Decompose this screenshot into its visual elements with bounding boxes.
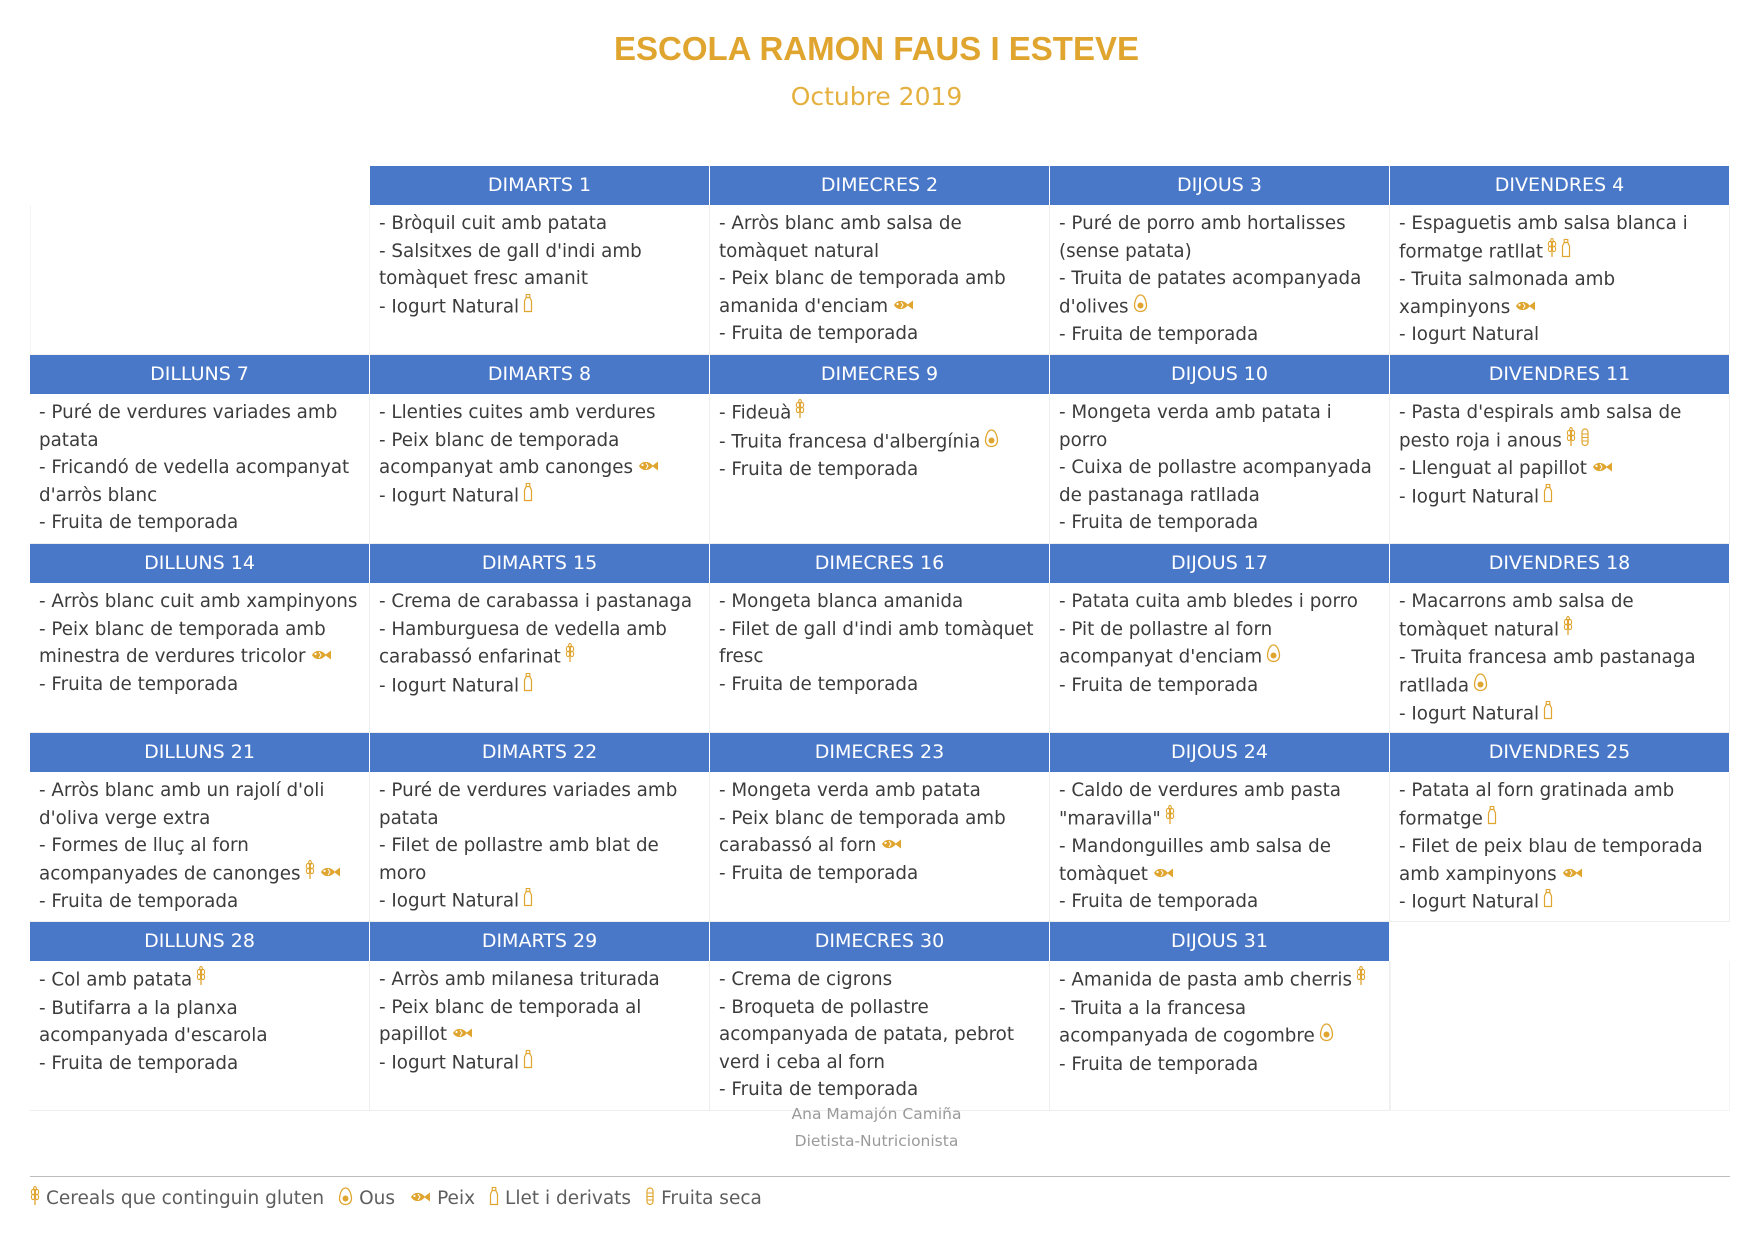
milk-icon	[489, 1186, 499, 1211]
legend-label: Ous	[359, 1188, 396, 1209]
menu-item	[379, 588, 701, 616]
menu-item-text: - Peix blanc de temporada amb amanida d'enciam	[719, 268, 1006, 317]
menu-item	[379, 994, 701, 1049]
day-menu	[1050, 772, 1390, 922]
menu-item	[39, 995, 361, 1050]
day-menu	[30, 583, 370, 733]
menu-item-text: - Peix blanc de temporada amb carabassó al forn	[719, 807, 1006, 856]
menu-item-text: - Caldo de verdures amb pasta "maravilla"	[1059, 780, 1341, 829]
menu-item-text: - Peix blanc de temporada acompanyat amb canonges	[379, 429, 634, 478]
menu-item	[379, 427, 701, 482]
menu-item	[1059, 672, 1381, 700]
egg-icon	[1266, 643, 1281, 672]
menu-item-text: - Crema de carabassa i pastanaga	[379, 591, 693, 612]
month-subtitle: Octubre 2019	[790, 82, 963, 111]
day-menu	[370, 394, 710, 544]
menu-item	[719, 399, 1041, 428]
menu-item-text: - Espaguetis amb salsa blanca i formatge ratllat	[1399, 213, 1688, 262]
menu-item	[379, 966, 701, 994]
day-header: DIMECRES 30	[710, 922, 1050, 961]
menu-item-text: - Fruita de temporada	[39, 891, 239, 912]
legend-divider	[30, 1176, 1730, 1177]
menu-item-text: - Iogurt Natural	[379, 674, 520, 696]
menu-item	[719, 994, 1041, 1077]
menu-item-text: - Peix blanc de temporada al papillot	[379, 996, 642, 1045]
menu-item-text: - Iogurt Natural	[379, 890, 520, 912]
wheat-icon	[1566, 427, 1576, 456]
day-header: DIVENDRES 18	[1390, 544, 1730, 583]
day-menu	[1050, 394, 1390, 544]
menu-item-text: - Fruita de temporada	[39, 512, 239, 533]
empty-header	[1390, 922, 1730, 961]
day-header: DIVENDRES 4	[1390, 166, 1730, 205]
day-header: DIMARTS 15	[370, 544, 710, 583]
menu-item	[1059, 321, 1381, 349]
menu-item-text: - Pasta d'espirals amb salsa de pesto roja i anous	[1399, 402, 1682, 451]
menu-item-text: - Puré de porro amb hortalisses (sense patata)	[1059, 213, 1346, 262]
menu-item-text: - Fruita de temporada	[1059, 891, 1259, 913]
menu-item	[39, 616, 361, 671]
menu-item-text: - Fruita de temporada	[1059, 512, 1259, 533]
wheat-icon	[30, 1186, 40, 1211]
menu-item-text: - Cuixa de pollastre acompanyada de pastanaga ratllada	[1059, 457, 1372, 506]
menu-item	[379, 210, 701, 238]
day-menu	[1390, 583, 1730, 733]
day-menu	[30, 961, 370, 1111]
menu-item-text: - Fruita de temporada	[39, 1052, 239, 1074]
menu-item	[1399, 210, 1721, 266]
menu-item	[1059, 966, 1381, 995]
fish-icon	[319, 860, 341, 888]
menu-item	[719, 320, 1041, 348]
menu-item	[1399, 777, 1721, 833]
menu-item-text: - Iogurt Natural	[379, 295, 520, 317]
menu-item	[1059, 454, 1381, 509]
menu-item-text: - Col amb patata	[39, 969, 193, 991]
menu-item	[1059, 888, 1381, 916]
menu-item	[379, 238, 701, 293]
legend-item	[489, 1186, 631, 1211]
menu-item	[39, 454, 361, 509]
menu-item-text: - Salsitxes de gall d'indi amb tomàquet fresc amanit	[379, 240, 642, 289]
menu-item	[719, 777, 1041, 805]
menu-item-text: - Fruita de temporada	[719, 1079, 919, 1100]
menu-item	[39, 888, 361, 916]
milk-icon	[523, 887, 533, 916]
menu-item	[1399, 833, 1721, 888]
menu-item	[1399, 700, 1721, 729]
menu-item-text: - Formes de lluç al forn acompanyades de canonges	[39, 835, 301, 884]
menu-item-text: - Fruita de temporada	[39, 673, 239, 695]
menu-item-text: - Iogurt Natural	[379, 485, 520, 506]
fish-icon	[409, 1188, 431, 1209]
menu-item	[379, 672, 701, 701]
menu-item-text: - Llenties cuites amb verdures	[379, 402, 656, 423]
menu-item	[379, 482, 701, 511]
wheat-icon	[795, 399, 805, 428]
menu-item-text: - Macarrons amb salsa de tomàquet natural	[1399, 591, 1634, 640]
menu-item	[719, 616, 1041, 671]
menu-item-text: - Truita francesa amb pastanaga ratllada	[1399, 647, 1696, 696]
day-header: DIMARTS 22	[370, 733, 710, 772]
menu-item	[379, 399, 701, 427]
menu-item	[379, 1049, 701, 1078]
egg-icon	[338, 1186, 353, 1211]
menu-calendar	[30, 166, 1730, 1111]
menu-item	[39, 832, 361, 888]
empty-menu	[1390, 961, 1730, 1111]
day-header: DILLUNS 14	[30, 544, 370, 583]
egg-icon	[1319, 1022, 1334, 1051]
day-header: DIVENDRES 25	[1390, 733, 1730, 772]
wheat-icon	[1165, 805, 1175, 834]
menu-item-text: - Fideuà	[719, 402, 792, 424]
menu-item	[719, 860, 1041, 888]
menu-item	[39, 671, 361, 699]
menu-item-text: - Fruita de temporada	[1059, 674, 1259, 696]
fish-icon	[892, 293, 914, 321]
menu-item-text: - Fruita de temporada	[1059, 1053, 1259, 1075]
milk-icon	[1543, 888, 1553, 917]
menu-item	[1059, 1051, 1381, 1079]
menu-item-text: - Arròs amb milanesa triturada	[379, 969, 660, 990]
menu-item-text: - Hamburguesa de vedella amb carabassó enfarinat	[379, 618, 667, 668]
menu-item	[39, 777, 361, 832]
menu-item	[39, 1050, 361, 1078]
day-menu	[370, 772, 710, 922]
fish-icon	[1591, 455, 1613, 483]
milk-icon	[523, 482, 533, 511]
legend-label: Peix	[437, 1188, 476, 1209]
day-menu	[710, 583, 1050, 733]
day-header: DIJOUS 10	[1050, 355, 1390, 394]
menu-item-text: - Patata cuita amb bledes i porro	[1059, 591, 1358, 612]
day-menu	[1390, 394, 1730, 544]
milk-icon	[523, 293, 533, 322]
menu-item	[719, 456, 1041, 484]
menu-item	[379, 887, 701, 916]
menu-item-text: - Truita salmonada amb xampinyons	[1399, 269, 1616, 318]
menu-item-text: - Iogurt Natural	[1399, 486, 1540, 507]
legend-item	[30, 1186, 324, 1211]
nut-icon	[645, 1186, 655, 1211]
menu-item	[379, 616, 701, 672]
day-menu	[1390, 772, 1730, 922]
menu-item	[1399, 644, 1721, 700]
menu-item	[1059, 588, 1381, 616]
dietitian-role: Dietista-Nutricionista	[794, 1132, 959, 1150]
menu-item	[39, 509, 361, 537]
day-header: DIMECRES 9	[710, 355, 1050, 394]
legend-label: Cereals que continguin gluten	[46, 1188, 325, 1209]
menu-item-text: - Fruita de temporada	[719, 323, 919, 345]
menu-item	[379, 832, 701, 887]
wheat-icon	[565, 643, 575, 672]
menu-item	[1399, 455, 1721, 483]
menu-item-text: - Puré de verdures variades amb patata	[39, 402, 338, 451]
menu-item-text: - Arròs blanc amb salsa de tomàquet natural	[719, 213, 962, 262]
wheat-icon	[1547, 238, 1557, 267]
day-header: DIMARTS 1	[370, 166, 710, 205]
fish-icon	[451, 1021, 473, 1049]
menu-item-text: - Iogurt Natural	[1399, 324, 1540, 346]
menu-item-text: - Iogurt Natural	[1399, 703, 1540, 725]
milk-icon	[523, 1049, 533, 1078]
menu-item-text: - Iogurt Natural	[379, 1052, 520, 1073]
menu-item-text: - Mongeta blanca amanida	[719, 591, 964, 612]
allergen-legend	[30, 1186, 776, 1211]
menu-item	[719, 1076, 1041, 1104]
day-header: DILLUNS 28	[30, 922, 370, 961]
menu-item-text: - Patata al forn gratinada amb formatge	[1399, 780, 1675, 829]
day-menu	[1050, 583, 1390, 733]
menu-item-text: - Bròquil cuit amb patata	[379, 213, 608, 234]
menu-item	[1059, 509, 1381, 537]
menu-item-text: - Filet de pollastre amb blat de moro	[379, 835, 659, 884]
day-header: DIMECRES 23	[710, 733, 1050, 772]
day-menu	[30, 772, 370, 922]
menu-item	[1059, 265, 1381, 321]
menu-item	[1399, 483, 1721, 512]
menu-item-text: - Truita de patates acompanyada d'olives	[1059, 268, 1362, 317]
menu-item	[1399, 588, 1721, 644]
menu-item	[719, 588, 1041, 616]
fish-icon	[1514, 294, 1536, 322]
day-menu	[710, 205, 1050, 355]
day-menu	[1050, 205, 1390, 355]
day-header: DIJOUS 3	[1050, 166, 1390, 205]
menu-item-text: - Mongeta verda amb patata	[719, 780, 981, 801]
dietitian-name: Ana Mamajón Camiña	[791, 1105, 962, 1123]
menu-item-text: - Amanida de pasta amb cherris	[1059, 969, 1353, 991]
legend-item	[338, 1186, 395, 1211]
menu-item-text: - Butifarra a la planxa acompanyada d'escarola	[39, 997, 268, 1046]
day-menu	[370, 205, 710, 355]
menu-item-text: - Arròs blanc cuit amb xampinyons	[39, 591, 358, 612]
wheat-icon	[196, 966, 206, 995]
day-menu	[710, 772, 1050, 922]
nut-icon	[1580, 427, 1590, 456]
day-header: DIJOUS 17	[1050, 544, 1390, 583]
menu-item	[39, 966, 361, 995]
day-header: DIMARTS 29	[370, 922, 710, 961]
menu-item-text: - Iogurt Natural	[1399, 891, 1540, 913]
menu-item-text: - Peix blanc de temporada amb minestra de verdures tricolor	[39, 618, 326, 667]
menu-item-text: - Fricandó de vedella acompanyat d'arròs blanc	[39, 457, 350, 506]
menu-item-text: - Fruita de temporada	[1059, 324, 1259, 345]
day-menu	[710, 394, 1050, 544]
day-menu	[370, 961, 710, 1111]
menu-item	[719, 265, 1041, 320]
school-title: ESCOLA RAMON FAUS I ESTEVE	[613, 30, 1139, 67]
menu-item-text: - Filet de peix blau de temporada amb xampinyons	[1399, 836, 1703, 885]
day-header: DIMECRES 2	[710, 166, 1050, 205]
menu-item	[1059, 777, 1381, 833]
milk-icon	[1487, 805, 1497, 834]
menu-item	[379, 293, 701, 322]
wheat-icon	[1356, 966, 1366, 995]
menu-item	[719, 671, 1041, 699]
menu-item-text: - Filet de gall d'indi amb tomàquet fresc	[719, 618, 1034, 667]
menu-item-text: - Arròs blanc amb un rajolí d'oli d'oliva verge extra	[39, 780, 325, 829]
menu-item-text: - Crema de cigrons	[719, 969, 893, 990]
empty-header	[30, 166, 370, 205]
menu-item-text: - Truita a la francesa acompanyada de cogombre	[1059, 997, 1315, 1047]
menu-item-text: - Fruita de temporada	[719, 862, 919, 884]
menu-item	[1399, 399, 1721, 455]
day-header: DIMECRES 16	[710, 544, 1050, 583]
day-header: DILLUNS 21	[30, 733, 370, 772]
milk-icon	[1543, 483, 1553, 512]
egg-icon	[1473, 672, 1488, 701]
egg-icon	[1133, 293, 1148, 322]
menu-item	[39, 399, 361, 454]
menu-item-text: - Truita francesa d'albergínia	[719, 430, 981, 452]
menu-item	[379, 777, 701, 832]
menu-item-text: - Fruita de temporada	[719, 459, 919, 480]
wheat-icon	[305, 860, 315, 889]
wheat-icon	[1563, 616, 1573, 645]
menu-item	[1059, 616, 1381, 672]
menu-item	[1059, 210, 1381, 265]
menu-item-text: - Pit de pollastre al forn acompanyat d'enciam	[1059, 618, 1273, 668]
day-header: DIJOUS 24	[1050, 733, 1390, 772]
fish-icon	[880, 832, 902, 860]
day-menu	[1390, 205, 1730, 355]
menu-item-text: - Llenguat al papillot	[1399, 458, 1587, 479]
menu-item	[719, 428, 1041, 457]
menu-item	[1059, 833, 1381, 888]
legend-label: Fruita seca	[661, 1188, 762, 1209]
milk-icon	[523, 672, 533, 701]
fish-icon	[1152, 861, 1174, 889]
fish-icon	[637, 454, 659, 482]
empty-menu	[30, 205, 370, 355]
menu-item-text: - Broqueta de pollastre acompanyada de patata, pebrot verd i ceba al forn	[719, 996, 1015, 1073]
milk-icon	[1543, 700, 1553, 729]
fish-icon	[1561, 861, 1583, 889]
menu-item-text: - Puré de verdures variades amb patata	[379, 780, 678, 829]
day-header: DIJOUS 31	[1050, 922, 1390, 961]
menu-item	[719, 805, 1041, 860]
menu-item	[1059, 399, 1381, 454]
legend-item	[409, 1188, 475, 1209]
day-menu	[370, 583, 710, 733]
day-header: DIMARTS 8	[370, 355, 710, 394]
legend-item	[645, 1186, 762, 1211]
menu-item-text: - Mongeta verda amb patata i porro	[1059, 402, 1332, 451]
day-menu	[30, 394, 370, 544]
menu-item	[39, 588, 361, 616]
day-header: DIVENDRES 11	[1390, 355, 1730, 394]
legend-label: Llet i derivats	[505, 1188, 632, 1209]
menu-item	[1399, 888, 1721, 917]
egg-icon	[984, 428, 999, 457]
day-header: DILLUNS 7	[30, 355, 370, 394]
menu-item-text: - Mandonguilles amb salsa de tomàquet	[1059, 836, 1331, 885]
menu-item	[719, 210, 1041, 265]
menu-item-text: - Fruita de temporada	[719, 673, 919, 695]
day-menu	[710, 961, 1050, 1111]
fish-icon	[310, 643, 332, 671]
day-menu	[1050, 961, 1390, 1111]
menu-item	[1399, 266, 1721, 321]
menu-item	[1399, 321, 1721, 349]
menu-item	[719, 966, 1041, 994]
menu-item	[1059, 995, 1381, 1051]
milk-icon	[1561, 238, 1571, 267]
